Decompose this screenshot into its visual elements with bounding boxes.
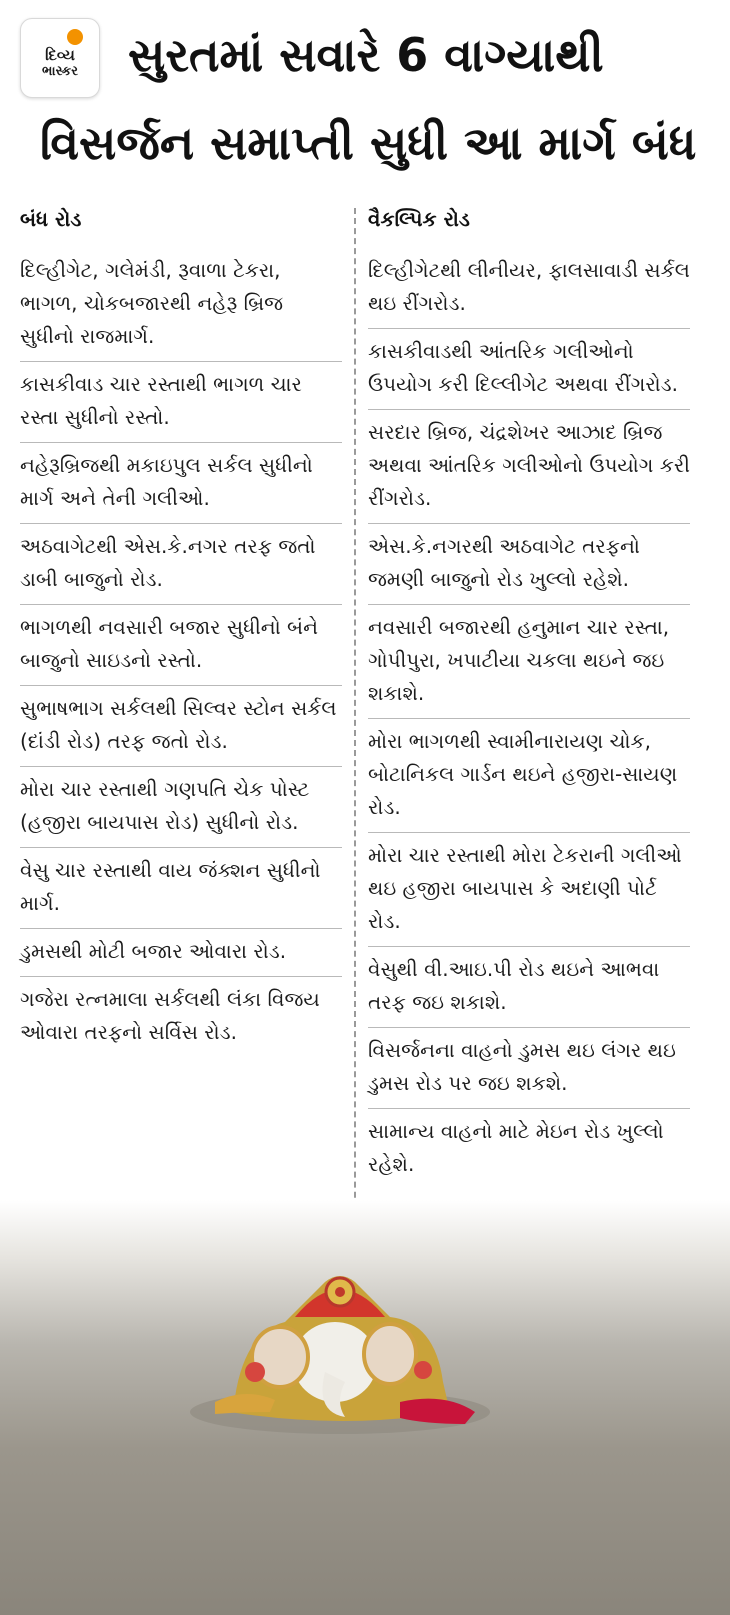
headline-line-2: વિસર્જન સમાપ્તી સુધી આ માર્ગ બંધ [40, 116, 697, 170]
brand-logo [20, 18, 100, 98]
alternate-roads-heading: વૈકલ્પિક રોડ [368, 207, 470, 231]
logo-line-1: દિવ્ય [45, 45, 75, 64]
alternate-road-item: મોરા ચાર રસ્તાથી મોરા ટેકરાની ગલીઓ થઇ હજીરા બાયપાસ કે અદાણી પોર્ટ રોડ. [368, 833, 690, 947]
alternate-roads-column [368, 198, 690, 1189]
closed-road-item: સુભાષભાગ સર્કલથી સિલ્વર સ્ટોન સર્કલ (દાંડી રોડ) તરફ જતો રોડ. [20, 686, 342, 767]
closed-road-item: ડુમસથી મોટી બજાર ઓવારા રોડ. [20, 929, 342, 977]
closed-road-item: અઠવાગેટથી એસ.કે.નગર તરફ જતો ડાબી બાજુનો રોડ. [20, 524, 342, 605]
alternate-road-item: વેસુથી વી.આઇ.પી રોડ થઇને આભવા તરફ જઇ શકાશે. [368, 947, 690, 1028]
alternate-road-item: એસ.કે.નગરથી અઠવાગેટ તરફનો જમણી બાજુનો રોડ ખુલ્લો રહેશે. [368, 524, 690, 605]
closed-road-item: નહેરૂબ્રિજથી મકાઇપુલ સર્કલ સુધીનો માર્ગ અને તેની ગલીઓ. [20, 443, 342, 524]
alternate-road-item: સરદાર બ્રિજ, ચંદ્રશેખર આઝાદ બ્રિજ અથવા આંતરિક ગલીઓનો ઉપયોગ કરી રીંગરોડ. [368, 410, 690, 524]
alternate-road-item: દિલ્હીગેટથી લીનીયર, ફાલસાવાડી સર્કલ થઇ રીંગરોડ. [368, 248, 690, 329]
closed-road-item: ગજેરા રત્નમાલા સર્કલથી લંકા વિજય ઓવારા તરફનો સર્વિસ રોડ. [20, 987, 320, 1044]
alternate-road-item: વિસર્જનના વાહનો ડુમસ થઇ લંગર થઇ ડુમસ રોડ પર જઇ શકશે. [368, 1028, 690, 1109]
alternate-road-item: મોરા ભાગળથી સ્વામીનારાયણ ચોક, બોટાનિકલ ગાર્ડન થઇને હજીરા-સાયણ રોડ. [368, 719, 690, 833]
closed-road-item: કાસકીવાડ ચાર રસ્તાથી ભાગળ ચાર રસ્તા સુધીનો રસ્તો. [20, 362, 342, 443]
closed-road-item: વેસુ ચાર રસ્તાથી વાય જંક્શન સુધીનો માર્ગ. [20, 848, 342, 929]
closed-road-item: દિલ્હીગેટ, ગલેમંડી, રૂવાળા ટેકરા, ભાગળ, ચોકબજારથી નહેરૂ બ્રિજ સુધીનો રાજમાર્ગ. [20, 248, 342, 362]
headline-line-1: સુરતમાં સવારે 6 વાગ્યાથી [128, 28, 604, 82]
closed-road-item: મોરા ચાર રસ્તાથી ગણપતિ ચેક પોસ્ટ (હજીરા બાયપાસ રોડ) સુધીનો રોડ. [20, 767, 342, 848]
alternate-road-item: કાસકીવાડથી આંતરિક ગલીઓનો ઉપયોગ કરી દિલ્લીગેટ અથવા રીંગરોડ. [368, 329, 690, 410]
column-divider [354, 208, 356, 1278]
sun-dot-icon [67, 29, 83, 45]
closed-road-item: ભાગળથી નવસારી બજાર સુધીનો બંને બાજુનો સાઇડનો રસ્તો. [20, 605, 342, 686]
closed-roads-column [20, 198, 342, 1057]
ganesha-idol-image [175, 1262, 495, 1442]
alternate-road-item: સામાન્ય વાહનો માટે મેઇન રોડ ખુલ્લો રહેશે. [368, 1119, 664, 1176]
alternate-road-item: નવસારી બજારથી હનુમાન ચાર રસ્તા, ગોપીપુરા, ખપાટીયા ચકલા થઇને જઇ શકાશે. [368, 605, 690, 719]
logo-line-2: ભાસ્કર [42, 63, 78, 79]
closed-roads-heading: બંધ રોડ [20, 207, 82, 231]
